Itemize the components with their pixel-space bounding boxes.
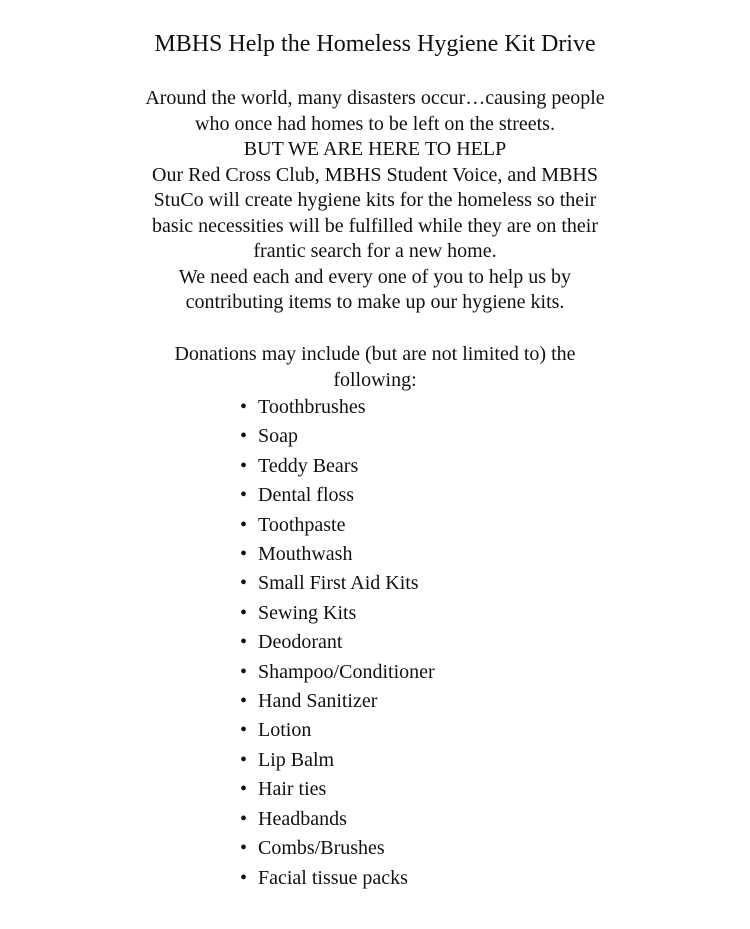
- intro-line: contributing items to make up our hygiene kits.: [185, 291, 565, 313]
- list-item: [240, 834, 435, 863]
- list-item: [240, 746, 435, 775]
- bullet-icon: •: [240, 601, 248, 624]
- intro-line: who once had homes to be left on the streets.: [195, 112, 555, 135]
- intro-line: Around the world, many disasters occur…causing people: [145, 87, 605, 109]
- flyer-title: MBHS Help the Homeless Hygiene Kit Drive: [154, 31, 596, 57]
- bullet-icon: •: [240, 572, 248, 595]
- bullet-icon: •: [240, 807, 248, 830]
- bullet-icon: •: [240, 778, 248, 801]
- bullet-icon: •: [240, 425, 248, 448]
- list-item-label: Combs/Brushes: [258, 837, 385, 860]
- bullet-icon: •: [240, 748, 248, 771]
- list-item: [240, 599, 435, 628]
- list-item-label: Hair ties: [258, 778, 327, 801]
- list-item: [240, 864, 435, 893]
- list-item-label: Lotion: [258, 719, 312, 742]
- bullet-icon: •: [240, 543, 248, 566]
- list-item-label: Dental floss: [258, 484, 355, 507]
- bullet-icon: •: [240, 513, 248, 536]
- list-item-label: Deodorant: [258, 631, 343, 654]
- intro-line: BUT WE ARE HERE TO HELP: [243, 138, 507, 160]
- list-item: [240, 452, 435, 481]
- intro-line: frantic search for a new home.: [253, 240, 497, 262]
- list-item: [240, 775, 435, 804]
- bullet-icon: •: [240, 396, 248, 418]
- list-item: [240, 716, 435, 745]
- list-item: [240, 422, 435, 451]
- list-item-label: Headbands: [258, 807, 347, 830]
- list-item-label: Teddy Bears: [258, 454, 359, 477]
- list-item-label: Shampoo/Conditioner: [258, 660, 435, 683]
- list-item: [240, 687, 435, 716]
- list-item: [240, 393, 435, 422]
- donations-heading: [0, 342, 750, 393]
- list-item: [240, 511, 435, 540]
- intro-line: We need each and every one of you to help us by: [178, 265, 572, 288]
- list-item-label: Small First Aid Kits: [258, 572, 419, 595]
- donations-line: following:: [333, 368, 417, 391]
- donations-line: Donations may include (but are not limited to) the: [174, 343, 576, 365]
- intro-line: Our Red Cross Club, MBHS Student Voice, and MBHS: [152, 163, 598, 186]
- bullet-icon: •: [240, 454, 248, 477]
- list-item-label: Sewing Kits: [258, 601, 357, 624]
- intro-line: basic necessities will be fulfilled while they are on their: [152, 214, 598, 237]
- list-item-label: Hand Sanitizer: [258, 690, 378, 713]
- intro-paragraph: [0, 86, 750, 316]
- donation-items-list: [240, 393, 435, 893]
- bullet-icon: •: [240, 631, 248, 654]
- list-item: [240, 805, 435, 834]
- list-item: [240, 658, 435, 687]
- list-item-label: Lip Balm: [258, 748, 335, 771]
- bullet-icon: •: [240, 660, 248, 683]
- list-item-label: Toothbrushes: [258, 396, 366, 418]
- list-item-label: Soap: [258, 425, 298, 448]
- list-item: [240, 569, 435, 598]
- list-item-label: Mouthwash: [258, 543, 353, 566]
- intro-line: StuCo will create hygiene kits for the homeless so their: [153, 189, 597, 211]
- bullet-icon: •: [240, 837, 248, 860]
- bullet-icon: •: [240, 866, 248, 889]
- bullet-icon: •: [240, 690, 248, 713]
- list-item-label: Toothpaste: [258, 513, 346, 536]
- bullet-icon: •: [240, 484, 248, 507]
- list-item: [240, 540, 435, 569]
- list-item-label: Facial tissue packs: [258, 866, 408, 889]
- list-item: [240, 628, 435, 657]
- list-item: [240, 481, 435, 510]
- bullet-icon: •: [240, 719, 248, 742]
